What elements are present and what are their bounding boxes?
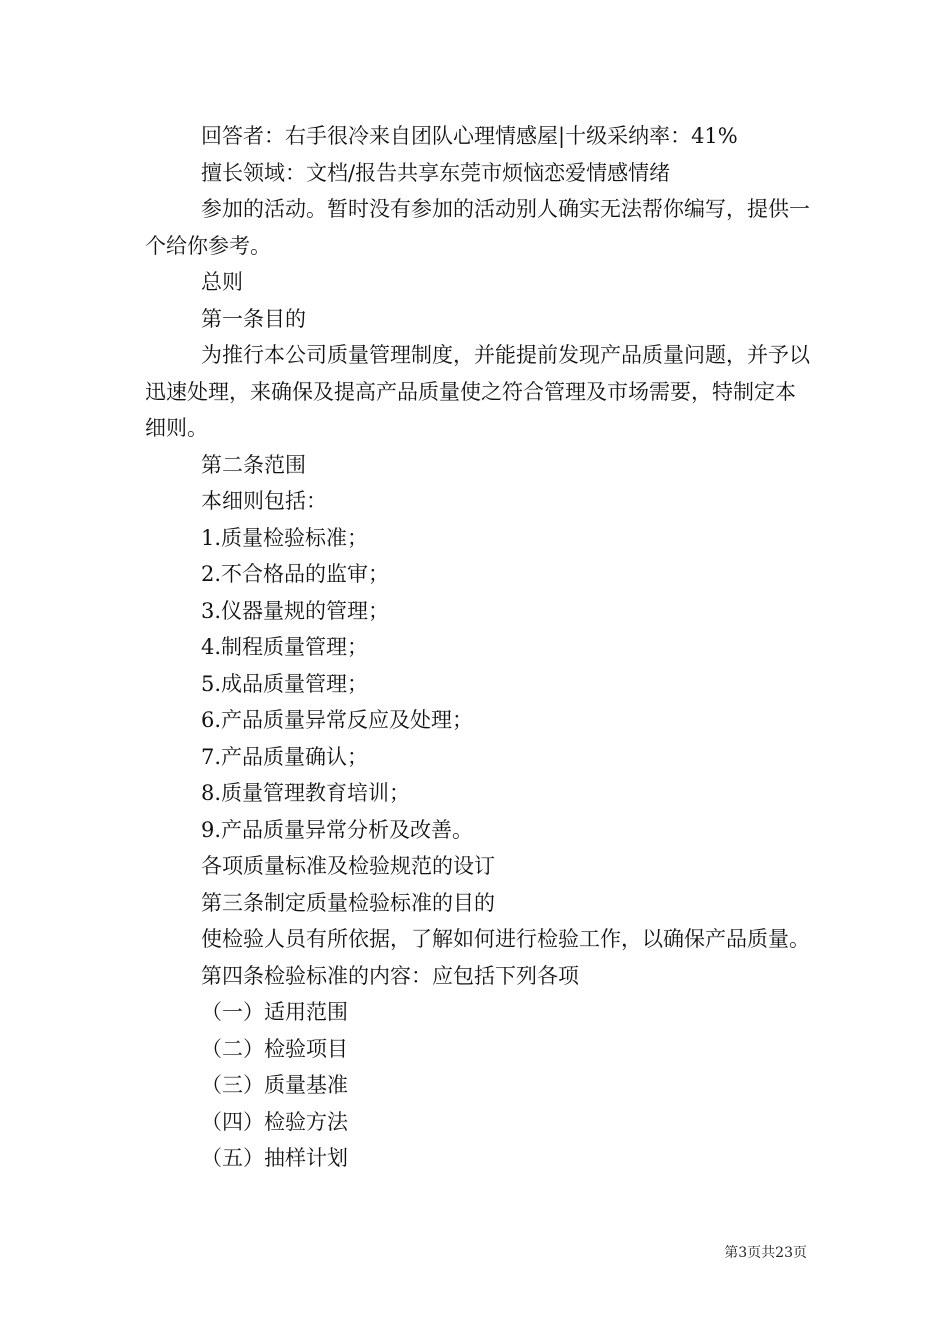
section-heading-standards: 各项质量标准及检验规范的设订 (201, 854, 495, 878)
article-3-heading: 第三条制定质量检验标准的目的 (201, 890, 495, 915)
list-item: 1.质量检验标准； (201, 525, 369, 550)
list-item: （三）质量基准 (201, 1073, 348, 1097)
list-item: 9.产品质量异常分析及改善。 (201, 817, 474, 842)
list-item: 7.产品质量确认； (201, 744, 369, 769)
article-4-heading: 第四条检验标准的内容：应包括下列各项 (201, 963, 579, 988)
list-item: 8.质量管理教育培训； (201, 781, 411, 805)
footer-total-pages: 23 (775, 1245, 793, 1261)
list-item: 3.仪器量规的管理； (201, 598, 390, 623)
list-item: （四）检验方法 (201, 1109, 348, 1134)
expertise-line: 擅长领域：文档/报告共享东莞市烦恼恋爱情感情绪 (201, 160, 671, 185)
list-item: 2.不合格品的监审； (201, 562, 390, 586)
section-heading-general: 总则 (201, 270, 243, 294)
list-item: 4.制程质量管理； (201, 635, 369, 659)
footer-suffix: 页 (793, 1245, 807, 1261)
footer-current-page: 3 (738, 1245, 748, 1261)
list-item: （五）抽样计划 (201, 1146, 348, 1170)
footer-middle: 页共 (747, 1245, 776, 1261)
article-3-body: 使检验人员有所依据，了解如何进行检验工作，以确保产品质量。 (201, 927, 810, 951)
footer-prefix: 第 (724, 1245, 739, 1261)
document-body (145, 118, 810, 1177)
article-1-body: 为推行本公司质量管理制度，并能提前发现产品质量问题，并予以迅速处理，来确保及提高产品质量使之符合管理及市场需要，特制定本细则。 (145, 343, 810, 440)
page-footer (0, 1244, 807, 1262)
list-item: （一）适用范围 (201, 1000, 348, 1024)
list-item: 6.产品质量异常反应及处理； (201, 708, 474, 732)
intro-paragraph: 参加的活动。暂时没有参加的活动别人确实无法帮你编写，提供一个给你参考。 (145, 197, 810, 258)
list-item: （二）检验项目 (201, 1036, 348, 1061)
article-2-heading: 第二条范围 (201, 452, 306, 477)
answerer-line: 回答者：右手很冷来自团队心理情感屋|十级采纳率：41% (201, 124, 738, 148)
article-1-heading: 第一条目的 (201, 306, 306, 331)
list-item: 5.成品质量管理； (201, 671, 369, 696)
article-2-intro: 本细则包括： (201, 489, 327, 513)
